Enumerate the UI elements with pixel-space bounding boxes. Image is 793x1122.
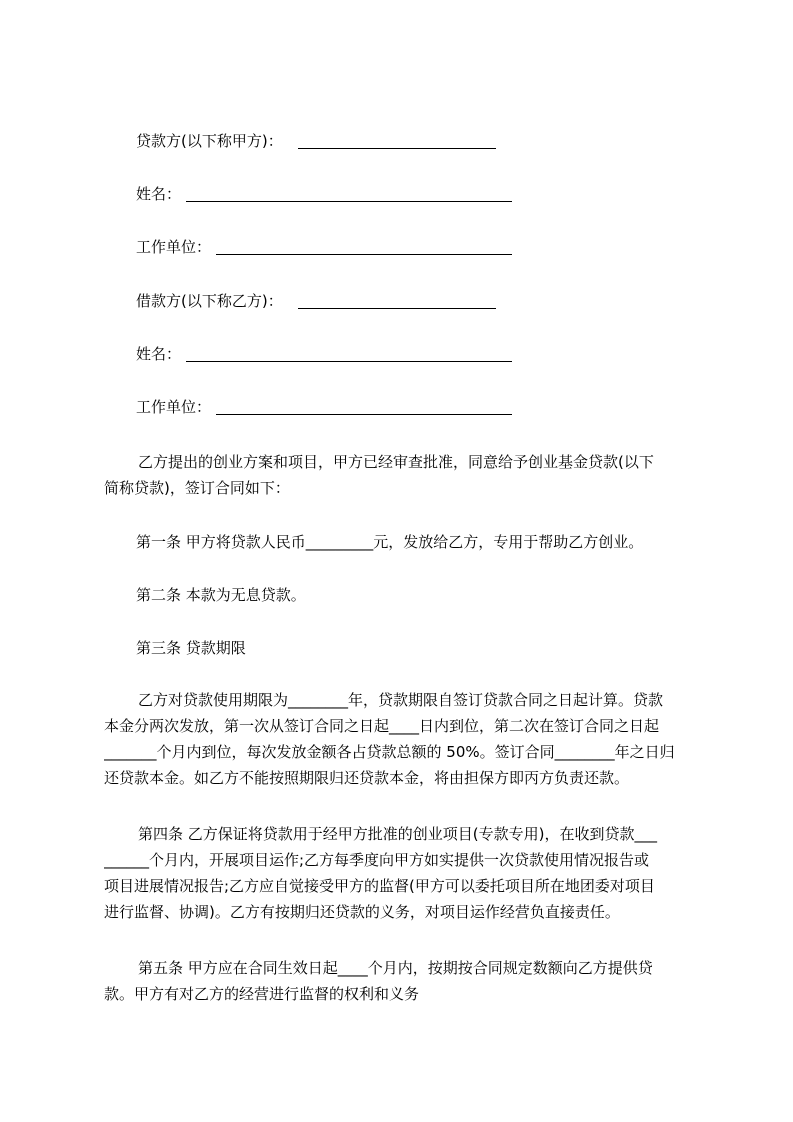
article-5-line-2: 款。甲方有对乙方的经营进行监督的权利和义务	[104, 985, 420, 1003]
article-4-line-2: ______个月内，开展项目运作;乙方每季度向甲方如实提供一次贷款使用情况报告或	[104, 851, 650, 869]
article-4-line-4: 进行监督、协调)。乙方有按期归还贷款的义务，对项目运作经营负直接责任。	[104, 903, 620, 921]
borrower-blank[interactable]	[298, 308, 496, 309]
article-3-body	[104, 687, 700, 791]
intro-paragraph	[104, 449, 700, 501]
article-3-line-1: 乙方对贷款使用期限为________年，贷款期限自签订贷款合同之日起计算。贷款	[138, 691, 664, 709]
borrower-employer-blank[interactable]	[216, 414, 512, 415]
intro-line-1: 乙方提出的创业方案和项目，甲方已经审查批准，同意给予创业基金贷款(以下	[138, 453, 654, 471]
article-4-line-3: 项目进展情况报告;乙方应自觉接受甲方的监督(甲方可以委托项目所在地团委对项目	[104, 877, 655, 895]
borrower-label: 借款方(以下称乙方)：	[136, 292, 283, 310]
article-5	[104, 955, 700, 1007]
article-5-line-1: 第五条 甲方应在合同生效日起____个月内，按期按合同规定数额向乙方提供贷	[138, 959, 653, 977]
article-3-line-2: 本金分两次发放，第一次从签订合同之日起____日内到位，第二次在签订合同之日起	[104, 717, 660, 735]
lender-label: 贷款方(以下称甲方)：	[136, 132, 283, 150]
article-2: 第二条 本款为无息贷款。	[136, 586, 306, 604]
lender-employer-blank[interactable]	[216, 254, 512, 255]
article-3-line-4: 还贷款本金。如乙方不能按照期限归还贷款本金，将由担保方即丙方负责还款。	[104, 769, 630, 787]
intro-line-2: 简称贷款)，签订合同如下：	[104, 479, 290, 497]
borrower-name-label: 姓名：	[136, 345, 182, 363]
article-1: 第一条 甲方将贷款人民币_________元，发放给乙方，专用于帮助乙方创业。	[136, 533, 644, 551]
article-4-line-1: 第四条 乙方保证将贷款用于经甲方批准的创业项目(专款专用)，在收到贷款___	[138, 825, 657, 843]
article-4	[104, 821, 700, 925]
article-3-title: 第三条 贷款期限	[136, 639, 246, 657]
borrower-name-blank[interactable]	[186, 361, 512, 362]
borrower-employer-label: 工作单位：	[136, 398, 212, 416]
lender-blank[interactable]	[298, 148, 496, 149]
article-3-line-3: _______个月内到位，每次发放金额各占贷款总额的 50%。签订合同________年之日归	[104, 743, 675, 761]
lender-name-label: 姓名：	[136, 185, 182, 203]
lender-name-blank[interactable]	[186, 201, 512, 202]
lender-employer-label: 工作单位：	[136, 238, 212, 256]
